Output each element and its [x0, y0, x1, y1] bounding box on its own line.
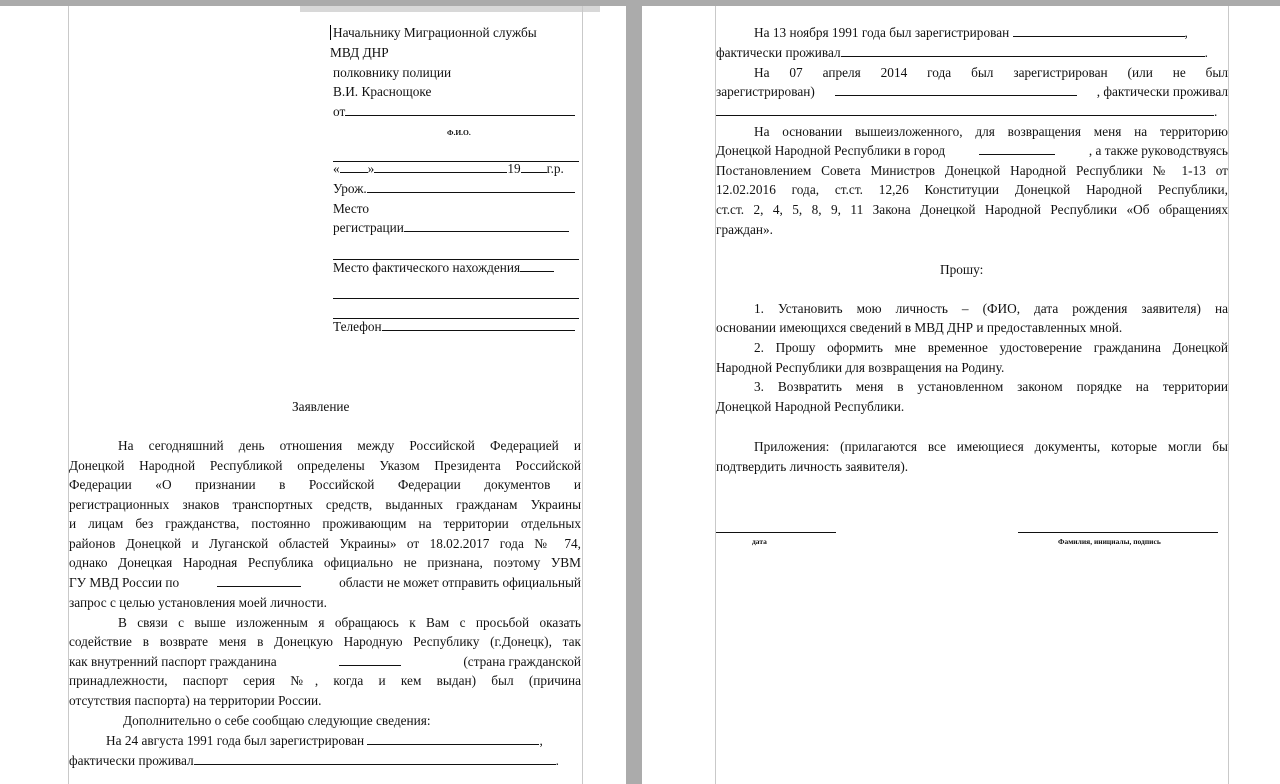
paragraph-1-line-4: регистрационных знаков транспортных средств, выданных гражданам Украины [69, 497, 581, 512]
paragraph-1-line-1: На сегодняшний день отношения между Российской Федерацией и [118, 438, 581, 453]
date-signature-line[interactable] [716, 532, 836, 533]
month-blank [374, 160, 507, 173]
actual-address-label: Место фактического нахождения [333, 260, 521, 275]
birthplace-field[interactable] [333, 180, 575, 197]
phone-label: Телефон [333, 319, 382, 334]
from-field[interactable] [333, 103, 575, 120]
paragraph-1-line-9: запрос с целью установления моей личности. [69, 595, 327, 610]
year-blank [521, 160, 547, 173]
registration-blank [404, 219, 569, 232]
addressee-line-4: В.И. Краснощоке [333, 84, 432, 99]
residence-1991-field[interactable]: фактически проживал . [69, 753, 559, 768]
country-blank[interactable] [339, 653, 401, 666]
request-item-2-line-1: 2. Прошу оформить мне временное удостоверение гражданина Донецкой [754, 340, 1228, 355]
basis-line-3: Постановлением Совета Министров Донецкой Народной Республики № 1-13 от [716, 163, 1228, 178]
from-blank [345, 103, 575, 116]
basis-line-1: На основании вышеизложенного, для возвращения меня на территорию [754, 124, 1228, 139]
date-year: 19 [507, 161, 521, 176]
document-title: Заявление [292, 399, 350, 414]
addressee-line-3: полковнику полиции [333, 65, 452, 80]
request-item-1-line-1: 1. Установить мою личность – (ФИО, дата рождения заявителя) на [754, 301, 1228, 316]
region-blank[interactable] [217, 574, 301, 587]
registration-2014-line-2[interactable] [716, 83, 1228, 100]
paragraph-2-line-4: принадлежности, паспорт серия №, когда и кем выдан) был (причина [69, 673, 581, 688]
city-text-a: Донецкой Народной Республики в город [716, 143, 946, 158]
from-label: от [333, 104, 346, 119]
residence-1991-nov-label: фактически проживал [716, 45, 841, 60]
phone-blank [382, 318, 575, 331]
addressee-line-1: Начальнику Миграционной службы [333, 25, 537, 40]
residence-2014-field[interactable]: . [716, 103, 1217, 120]
uvm-text-b: области не может отправить официальный [339, 575, 581, 590]
text-cursor [330, 25, 331, 40]
request-title: Прошу: [940, 262, 984, 277]
registration-1991-label: На 24 августа 1991 года был зарегистрирован [106, 733, 365, 748]
basis-line-4: 12.02.2016 года, ст.ст. 12,26 Конституции Донецкой Народной Республики, [716, 182, 1228, 197]
date-open: « [333, 161, 340, 176]
paragraph-1-line-2: Донецкой Народной Республикой определены Указом Президента Российской [69, 458, 581, 473]
residence-1991-nov-blank [841, 44, 1205, 57]
appendix-line-1: Приложения: (прилагаются все имеющиеся документы, которые могли бы [754, 439, 1228, 454]
residence-1991-label: фактически проживал [69, 753, 194, 768]
actual-address-line-2 [333, 298, 579, 299]
document-page-2 [642, 6, 1280, 784]
birthplace-blank [367, 180, 575, 193]
registration-label-1: Место [333, 201, 370, 216]
name-signature-line[interactable] [1018, 532, 1218, 533]
paragraph-2-line-3 [69, 653, 581, 670]
date-caption: дата [752, 537, 767, 546]
passport-text-a: как внутренний паспорт гражданина [69, 654, 277, 669]
appendix-line-2: подтвердить личность заявителя). [716, 459, 909, 474]
phone-field[interactable] [333, 318, 575, 335]
registration-2014-label: зарегистрирован) [716, 84, 815, 99]
passport-text-b: (страна гражданской [463, 654, 581, 669]
fio-caption: Ф.И.О. [447, 128, 471, 137]
margin-guide-right [582, 6, 583, 784]
registration-1991-nov-label: На 13 ноября 1991 года был зарегистрирован [754, 25, 1010, 40]
document-page-1 [0, 6, 626, 784]
basis-line-2 [716, 142, 1228, 159]
actual-address-blank [520, 259, 554, 272]
registration-1991-nov-blank [1013, 24, 1185, 37]
date-suffix: г.р. [546, 161, 564, 176]
day-blank [340, 160, 368, 173]
request-item-1-line-2: основании имеющихся сведений в МВД ДНР и предоставленных мной. [716, 320, 1123, 335]
paragraph-1-line-8 [69, 574, 581, 591]
registration-1991-blank [367, 732, 539, 745]
margin-guide-right [1228, 6, 1229, 784]
basis-line-5: ст.ст. 2, 4, 5, 8, 9, 11 Закона Донецкой Народной Республики «Об обращениях [716, 202, 1228, 217]
paragraph-1-line-5: и лицам без гражданства, постоянно проживающим на территории отдельных [69, 516, 581, 531]
registration-2014-blank [835, 83, 1077, 96]
registration-1991-nov-field[interactable]: На 13 ноября 1991 года был зарегистрирован , [754, 25, 1188, 40]
uvm-text-a: ГУ МВД России по [69, 575, 180, 590]
residence-2014-label: , фактически проживал [1096, 84, 1228, 99]
paragraph-2-line-2: содействие в возврате меня в Донецкую Народную Республику (г.Донецк), так [69, 634, 581, 649]
request-item-3-line-2: Донецкой Народной Республики. [716, 399, 905, 414]
residence-1991-blank [194, 752, 556, 765]
paragraph-1-line-3: Федерации «О признании в Российской Федерации документов и [69, 477, 581, 492]
actual-address-field[interactable] [333, 259, 554, 276]
registration-2014-line-1: На 07 апреля 2014 года был зарегистрирован (или не был [754, 65, 1228, 80]
date-mid: » [367, 161, 375, 176]
registration-label-2: регистрации [333, 220, 404, 235]
request-item-3-line-1: 3. Возвратить меня в установленном законом порядке на территории [754, 379, 1228, 394]
paragraph-1-line-7: однако Донецкая Народная Республика официально не признана, поэтому УВМ [69, 555, 581, 570]
residence-1991-nov-field[interactable]: фактически проживал . [716, 45, 1208, 60]
margin-guide-left [715, 6, 716, 784]
addressee-line-2: МВД ДНР [330, 45, 389, 60]
basis-line-6: граждан». [716, 222, 773, 237]
registration-field[interactable] [333, 219, 569, 236]
paragraph-3: Дополнительно о себе сообщаю следующие сведения: [123, 713, 431, 728]
birthplace-label: Урож. [333, 181, 367, 196]
birth-date-field[interactable] [333, 160, 564, 177]
paragraph-2-line-5: отсутствия паспорта) на территории России. [69, 693, 322, 708]
registration-1991-field[interactable]: На 24 августа 1991 года был зарегистрирован , [106, 733, 543, 748]
paragraph-2-line-1: В связи с выше изложенным я обращаюсь к Вам с просьбой оказать [118, 615, 581, 630]
paragraph-1-line-6: районов Донецкой и Луганской областей Украины» от 18.02.2017 года № 74, [69, 536, 581, 551]
city-blank[interactable] [979, 142, 1055, 155]
city-text-b: , а также руководствуясь [1088, 143, 1228, 158]
ruler-strip [300, 6, 600, 12]
request-item-2-line-2: Народной Республики для возвращения на Родину. [716, 360, 1005, 375]
residence-2014-blank [716, 103, 1214, 116]
name-signature-caption: Фамилия, инициалы, подпись [1058, 537, 1161, 546]
